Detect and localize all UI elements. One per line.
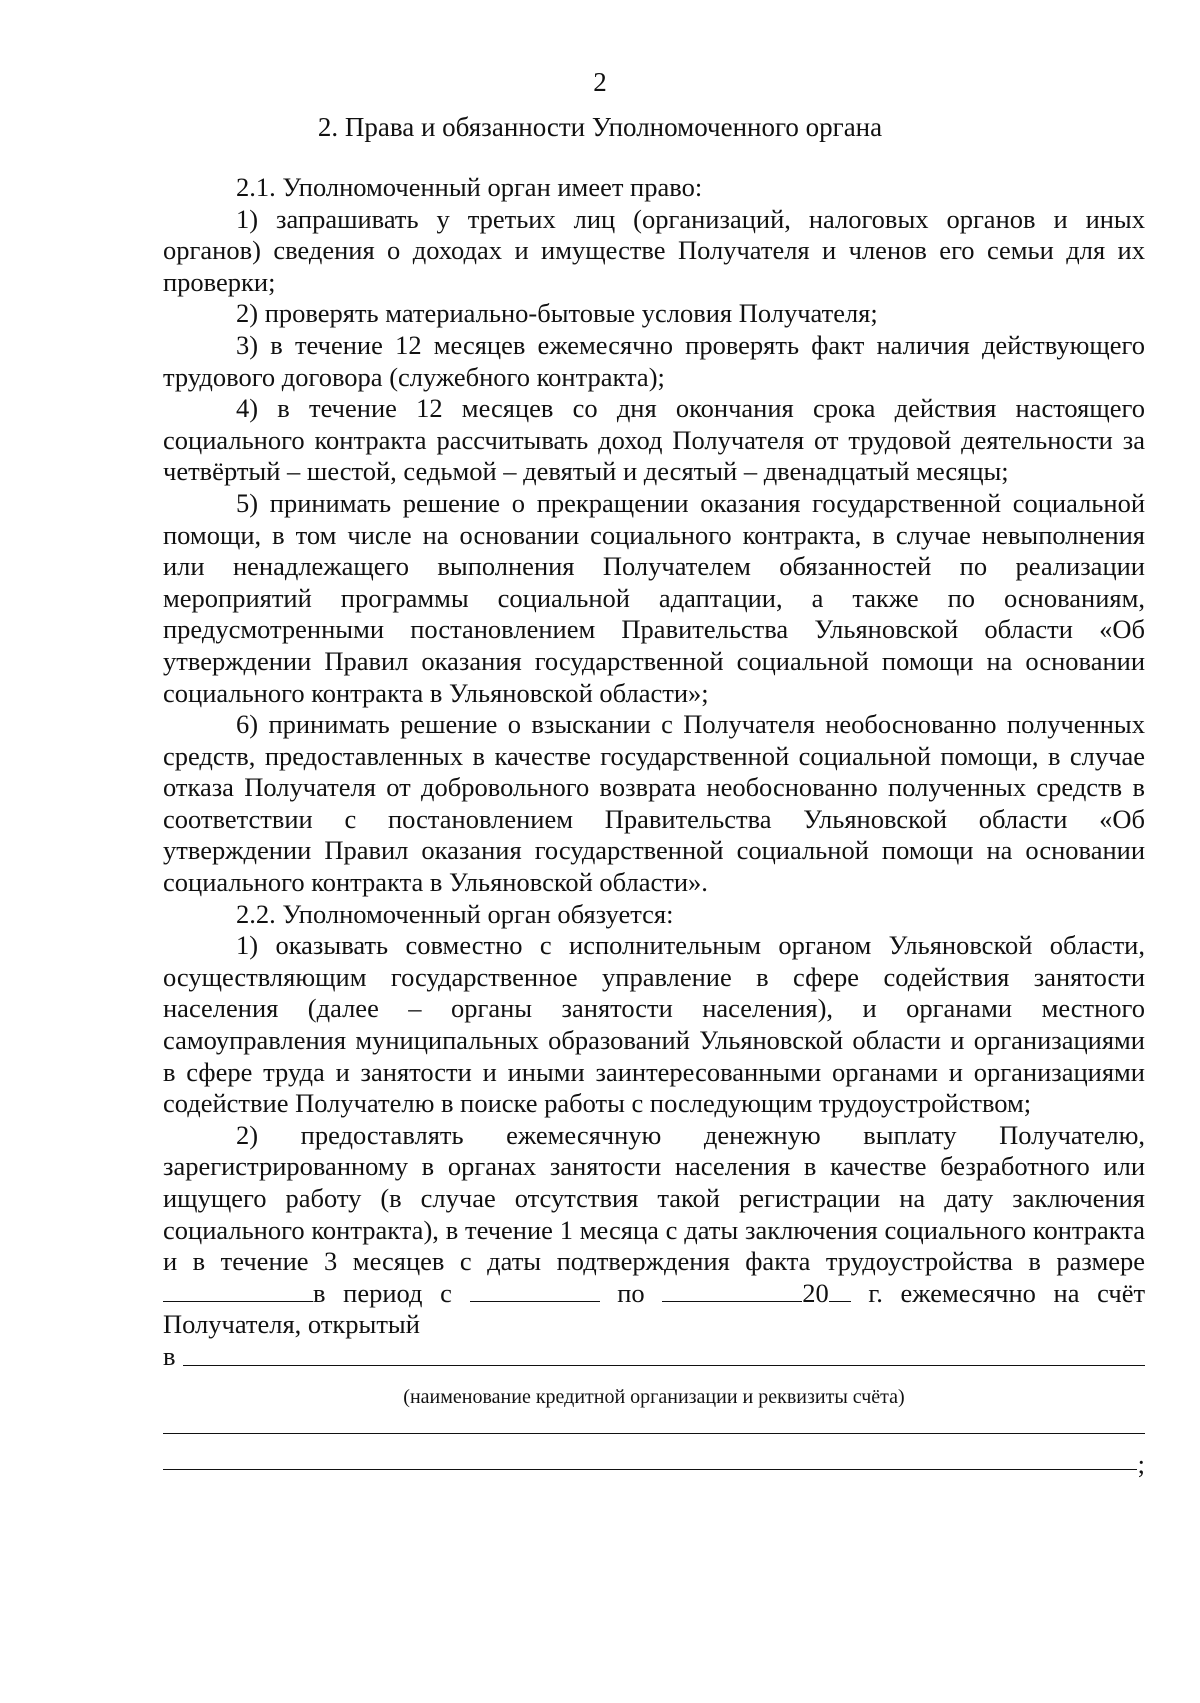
item2-text-account: г. ежемесячно на счёт Получателя, открытый [163, 1277, 1146, 1340]
item2-text-from: с [440, 1277, 452, 1308]
rights-item-6: 6) принимать решение о взыскании с Получателя необоснованно полученных средств, предоставленных в качестве государственной социальной помощи, в случае отказа Получателя от добровольного возврата необоснованно полученных средств в соответствии с постановлением Правительства Ульяновской области «Об утверждении Правил оказания государственной социальной помощи на основании социального контракта в Ульяновской области». [163, 709, 1145, 898]
rights-item-3: 3) в течение 12 месяцев ежемесячно проверять факт наличия действующего трудового договора (служебного контракта); [163, 329, 1145, 392]
item2-text-to: по [617, 1277, 645, 1308]
end-semicolon: ; [1137, 1448, 1145, 1479]
rights-item-4: 4) в течение 12 месяцев со дня окончания срока действия настоящего социального контракта рассчитывать доход Получателя от трудовой деятельности за четвёртый – шестой, седьмой – девятый и десятый – двенадцатый месяцы; [163, 393, 1145, 487]
year-blank [829, 1279, 851, 1302]
document-body [163, 172, 1145, 1491]
obligations-heading: 2.2. Уполномоченный орган обязуется: [236, 898, 674, 929]
bank-name-line [183, 1365, 1145, 1366]
obligations-item-2 [163, 1120, 1145, 1341]
item2-text-year: 20 [802, 1277, 829, 1308]
bank-details-block [163, 1341, 1145, 1491]
rights-item-5: 5) принимать решение о прекращении оказания государственной социальной помощи, в том числе на основании социального контракта, в случае невыполнения или ненадлежащего выполнения Получателем обязанностей по реализации мероприятий программы социальной адаптации, а также по основаниям, предусмотренными постановлением Правительства Ульяновской области «Об утверждении Правил оказания государственной социальной помощи на основании социального контракта в Ульяновской области»; [163, 487, 1145, 708]
rights-heading: 2.1. Уполномоченный орган имеет право: [236, 172, 703, 202]
date-to-blank [662, 1279, 802, 1302]
bank-details-caption: (наименование кредитной организации и реквизиты счёта) [403, 1385, 905, 1408]
page-number: 2 [593, 67, 607, 97]
date-from-blank [470, 1279, 600, 1302]
rights-item-1: 1) запрашивать у третьих лиц (организаций, налоговых органов и иных органов) сведения о доходах и имуществе Получателя и членов его семьи для их проверки; [163, 203, 1145, 297]
item2-text-in: в [163, 1340, 176, 1371]
obligations-item-1: 1) оказывать совместно с исполнительным органом Ульяновской области, осуществляющим государственное управление в сфере содействия занятости населения (далее – органы занятости населения), и органами местного самоуправления муниципальных образований Ульяновской области и организациями в сфере труда и занятости и иными заинтересованными органами и организациями содействие Получателю в поиске работы с последующим трудоустройством; [163, 930, 1145, 1119]
bank-details-line-3 [163, 1469, 1137, 1470]
amount-blank [163, 1279, 313, 1302]
section-title: 2. Права и обязанности Уполномоченного органа [317, 112, 883, 142]
rights-item-2: 2) проверять материально-бытовые условия Получателя; [236, 298, 878, 329]
item2-text-period: в период [313, 1277, 423, 1308]
bank-details-line-2 [163, 1433, 1145, 1434]
item2-text-main: 2) предоставлять ежемесячную денежную выплату Получателю, зарегистрированному в органах занятости населения в качестве безработного или ищущего работу (в случае отсутствия такой регистрации на дату заключения социального контракта), в течение 1 месяца с даты заключения социального контракта и в течение 3 месяцев с даты подтверждения факта трудоустройства в размере [163, 1119, 1145, 1277]
